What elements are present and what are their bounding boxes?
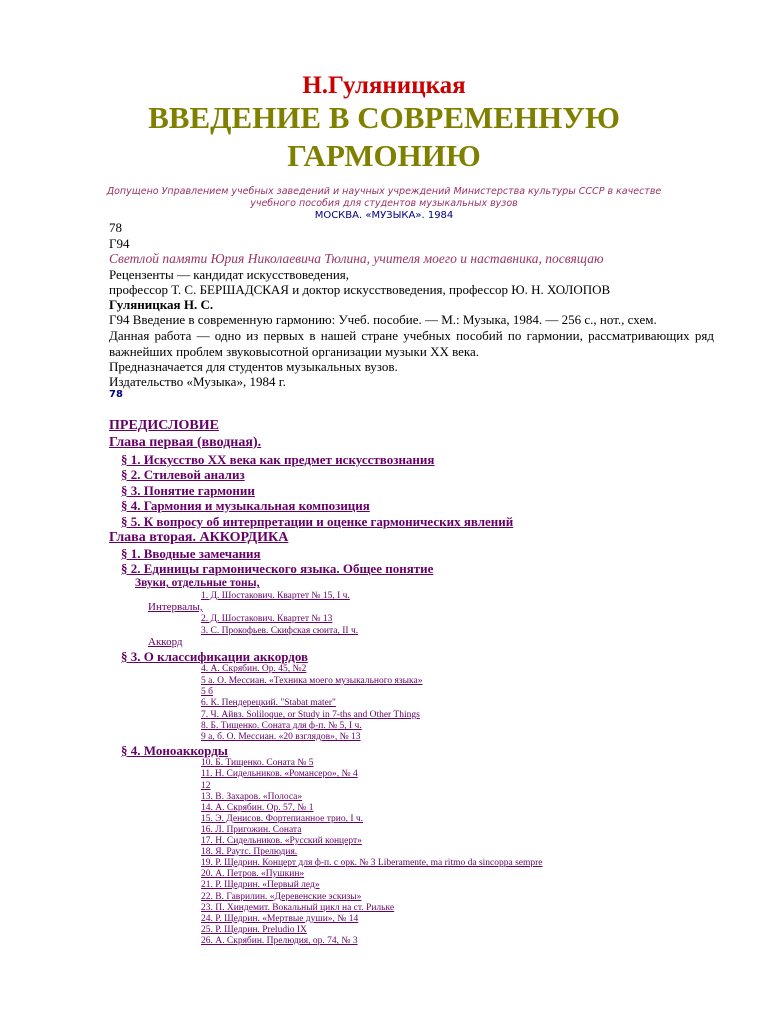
toc-example-3[interactable]: 3. С. Прокофьев. Скифская сюита, II ч. bbox=[201, 626, 359, 636]
toc-example-19[interactable]: 19. Р. Щедрин. Концерт для ф-п. с орк. № 3 Liberamente, ma ritmo da sincoppa sempre bbox=[201, 858, 543, 868]
toc-subsection-intervals[interactable]: Интервалы, bbox=[148, 601, 203, 613]
code-link[interactable]: 78 bbox=[109, 389, 123, 400]
toc-ch1-section-2[interactable]: § 2. Стилевой анализ bbox=[121, 467, 245, 482]
publisher-line: МОСКВА. «МУЗЫКА». 1984 bbox=[314, 210, 454, 221]
toc-ch2-section-3[interactable]: § 3. О классификации аккордов bbox=[121, 649, 309, 664]
toc-ch1-section-5[interactable]: § 5. К вопросу об интерпретации и оценке гармонических явлений bbox=[121, 514, 514, 529]
toc-ch1-section-3[interactable]: § 3. Понятие гармонии bbox=[121, 483, 255, 498]
toc-example-4[interactable]: 4. А. Скрябин. Ор. 45, №2 bbox=[201, 664, 307, 674]
toc-ch2-section-4[interactable]: § 4. Моноаккорды bbox=[121, 743, 228, 758]
toc-example-20[interactable]: 20. А. Петров. «Пушкин» bbox=[201, 869, 305, 879]
abstract: Данная работа — одно из первых в нашей стране учебных пособий по гармонии, рассматривающих ряд важнейших проблем звуковысотной организации музыки XX века. bbox=[109, 328, 714, 359]
toc-chapter-2[interactable]: Глава вторая. АККОРДИКА bbox=[109, 530, 289, 545]
bibliographic-record: Г94 Введение в современную гармонию: Учеб. пособие. — М.: Музыка, 1984. — 256 с., нот., схем. bbox=[109, 312, 657, 327]
toc-subsection-tones[interactable]: Звуки, отдельные тоны, bbox=[135, 577, 260, 589]
toc-example-14[interactable]: 14. А. Скрябин. Ор. 57, № 1 bbox=[201, 803, 314, 813]
audience-note: Предназначается для студентов музыкальных вузов. bbox=[109, 359, 398, 374]
toc-example-5a[interactable]: 5 а. О. Мессиан. «Техника моего музыкального языка» bbox=[201, 676, 423, 686]
toc-example-7[interactable]: 7. Ч. Айвз. Soliloque, or Study in 7-ths and Other Things bbox=[201, 710, 420, 720]
toc-ch1-section-4[interactable]: § 4. Гармония и музыкальная композиция bbox=[121, 498, 370, 513]
library-code: Г94 bbox=[109, 236, 130, 251]
toc-subsection-chord[interactable]: Аккорд bbox=[148, 636, 183, 648]
toc-example-6[interactable]: 6. К. Пендерецкий. "Stabat mater" bbox=[201, 698, 336, 708]
toc-example-22[interactable]: 22. В. Гаврилин. «Деревенские эскизы» bbox=[201, 892, 362, 902]
toc-example-15[interactable]: 15. Э. Денисов. Фортепианное трио, I ч. bbox=[201, 814, 364, 824]
toc-example-8[interactable]: 8. Б. Тищенко. Соната для ф-п. № 5, I ч. bbox=[201, 721, 362, 731]
toc-example-11[interactable]: 11. Н. Сидельников. «Романсеро», № 4 bbox=[201, 769, 358, 779]
toc-example-10[interactable]: 10. Б. Тищенко. Соната № 5 bbox=[201, 758, 314, 768]
toc-chapter-1[interactable]: Глава первая (вводная). bbox=[109, 435, 262, 450]
toc-example-21[interactable]: 21. Р. Щедрин. «Первый лед» bbox=[201, 880, 320, 890]
approval-note: Допущено Управлением учебных заведений и научных учреждений Министерства культуры СССР в качестве учебного пособия для студентов музыкальных вузов bbox=[106, 186, 662, 209]
toc-ch2-section-2[interactable]: § 2. Единицы гармонического языка. Общее понятие bbox=[121, 561, 434, 576]
toc-example-26[interactable]: 26. А. Скрябин. Прелюдия, ор. 74, № 3 bbox=[201, 936, 358, 946]
toc-example-12[interactable]: 12 bbox=[201, 781, 211, 791]
toc-example-5b[interactable]: 5 б bbox=[201, 687, 213, 697]
toc-example-23[interactable]: 23. П. Хиндемит. Вокальный цикл на ст. Рильке bbox=[201, 903, 395, 913]
dedication: Светлой памяти Юрия Николаевича Тюлина, учителя моего и наставника, посвящаю bbox=[109, 251, 604, 266]
toc-ch1-section-1[interactable]: § 1. Искусство XX века как предмет искусствознания bbox=[121, 452, 435, 467]
toc-example-17[interactable]: 17. Н. Сидельников. «Русский концерт» bbox=[201, 836, 362, 846]
toc-example-2[interactable]: 2. Д. Шостакович. Квартет № 13 bbox=[201, 614, 333, 624]
toc-example-18[interactable]: 18. Я. Раутс. Прелюдия. bbox=[201, 847, 298, 857]
toc-example-9[interactable]: 9 а, б. О. Мессиан. «20 взглядов», № 13 bbox=[201, 732, 361, 742]
toc-example-24[interactable]: 24. Р. Щедрин. «Мертвые души», № 14 bbox=[201, 914, 359, 924]
author-bibliographic: Гуляницкая Н. С. bbox=[109, 297, 214, 312]
reviewers-line-2: профессор Т. С. БЕРШАДСКАЯ и доктор искусствоведения, профессор Ю. Н. ХОЛОПОВ bbox=[109, 282, 611, 297]
book-title-line-2: ГАРМОНИЮ bbox=[287, 138, 481, 173]
toc-example-16[interactable]: 16. Л. Пригожин. Соната bbox=[201, 825, 302, 835]
toc-example-1[interactable]: 1. Д. Шостакович. Квартет № 15, I ч. bbox=[201, 591, 350, 601]
copyright: Издательство «Музыка», 1984 г. bbox=[109, 374, 286, 389]
reviewers-line-1: Рецензенты — кандидат искусствоведения, bbox=[109, 267, 350, 282]
toc-example-13[interactable]: 13. В. Захаров. «Полоса» bbox=[201, 792, 303, 802]
toc-preface[interactable]: ПРЕДИСЛОВИЕ bbox=[109, 418, 219, 433]
book-title-line-1: ВВЕДЕНИЕ В СОВРЕМЕННУЮ bbox=[148, 100, 620, 135]
author-name: Н.Гуляницкая bbox=[302, 72, 466, 99]
udc-code: 78 bbox=[109, 220, 122, 235]
toc-ch2-section-1[interactable]: § 1. Вводные замечания bbox=[121, 546, 261, 561]
toc-example-25[interactable]: 25. Р. Щедрин. Preludio IX bbox=[201, 925, 307, 935]
